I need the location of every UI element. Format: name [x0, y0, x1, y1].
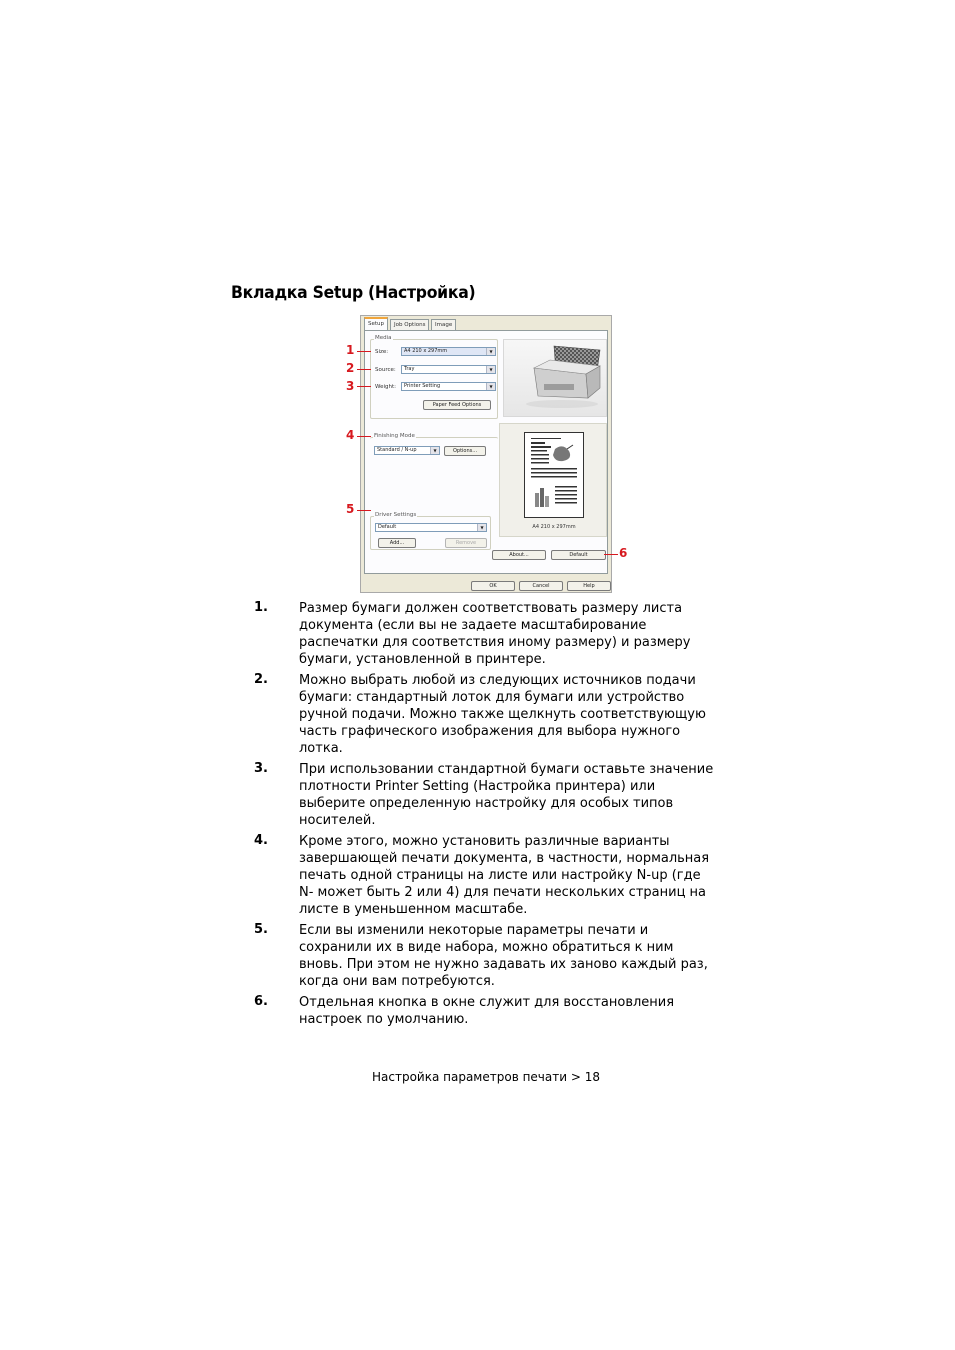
- source-value: Tray: [404, 366, 415, 372]
- list-item-text: Кроме этого, можно установить различные варианты завершающей печати документа, в частности, нормальная печать одной страницы на листе или настройку N-up (где N- может быть 2 или 4) для печати нескольких страниц на листе в уменьшенном масштабе.: [299, 834, 710, 917]
- size-value: A4 210 x 297mm: [404, 348, 448, 354]
- add-button[interactable]: Add...: [378, 538, 416, 548]
- weight-label: Weight:: [375, 384, 397, 390]
- chevron-down-icon: ▼: [486, 348, 495, 355]
- preview-caption: A4 210 x 297mm: [532, 524, 576, 530]
- driver-settings-group: [370, 512, 491, 550]
- callout-6: 6: [619, 546, 628, 560]
- tab-image[interactable]: Image: [431, 319, 456, 330]
- ok-button[interactable]: OK: [471, 581, 515, 591]
- callout-2: 2: [346, 361, 355, 375]
- list-item-text: При использовании стандартной бумаги оставьте значение плотности Printer Setting (Настройка принтера) или выберите определенную настройку для особых типов носителей.: [299, 762, 714, 828]
- preview-page: [524, 432, 584, 518]
- list-item-text: Размер бумаги должен соответствовать размеру листа документа (если вы не задаете масштабирование распечатки для соответствия иному размеру) и размеру бумаги, установленной в принтере.: [299, 601, 691, 667]
- finishing-group-title: Finishing Mode: [374, 433, 415, 439]
- driver-settings-value: Default: [378, 524, 397, 530]
- callout-line-3: [357, 386, 371, 387]
- about-button[interactable]: About...: [492, 550, 546, 560]
- source-select[interactable]: [401, 365, 496, 374]
- finishing-value: Standard / N-up: [377, 447, 417, 453]
- callout-4: 4: [346, 428, 355, 442]
- options-button[interactable]: Options...: [444, 446, 486, 456]
- printer-properties-dialog: [360, 315, 612, 593]
- tab-job-options[interactable]: Job Options: [390, 319, 429, 330]
- callout-line-5: [357, 510, 371, 511]
- finishing-group: [370, 433, 498, 461]
- list-item-number: 6.: [254, 994, 268, 1009]
- list-item-text: Если вы изменили некоторые параметры печати и сохранили их в виде набора, можно обратиться к ним вновь. При этом не нужно задавать их заново каждый раз, когда они вам потребуются.: [299, 923, 708, 989]
- chevron-down-icon: ▼: [486, 383, 495, 390]
- media-group: [370, 335, 498, 419]
- preview-document-icon: [525, 433, 583, 517]
- tab-setup[interactable]: Setup: [364, 317, 388, 330]
- chevron-down-icon: ▼: [430, 447, 439, 454]
- paper-feed-options-button[interactable]: Paper Feed Options: [423, 400, 491, 410]
- finishing-select[interactable]: [374, 446, 440, 455]
- callout-line-1: [357, 351, 371, 352]
- list-item-number: 2.: [254, 672, 268, 687]
- page-preview: [499, 423, 607, 537]
- callout-1: 1: [346, 343, 355, 357]
- callout-5: 5: [346, 502, 355, 516]
- list-item-number: 4.: [254, 833, 268, 848]
- source-label: Source:: [375, 367, 396, 373]
- weight-select[interactable]: [401, 382, 496, 391]
- help-button[interactable]: Help: [567, 581, 611, 591]
- driver-settings-select[interactable]: [375, 523, 487, 532]
- weight-value: Printer Setting: [404, 383, 441, 389]
- list-item-number: 3.: [254, 761, 268, 776]
- list-item-number: 1.: [254, 600, 268, 615]
- size-label: Size:: [375, 349, 389, 355]
- printer-image[interactable]: [503, 339, 607, 417]
- size-select[interactable]: [401, 347, 496, 356]
- default-button[interactable]: Default: [551, 550, 606, 560]
- chevron-down-icon: ▼: [486, 366, 495, 373]
- callout-3: 3: [346, 379, 355, 393]
- remove-button[interactable]: Remove: [445, 538, 487, 548]
- callout-line-6: [604, 554, 618, 555]
- media-group-title: Media: [375, 335, 392, 341]
- page-heading: Вкладка Setup (Настройка): [231, 283, 476, 303]
- page-footer: Настройка параметров печати > 18: [372, 1070, 600, 1084]
- setup-panel: [364, 330, 608, 574]
- callout-line-2: [357, 369, 371, 370]
- list-item-text: Можно выбрать любой из следующих источников подачи бумаги: стандартный лоток для бумаги или устройство ручной подачи. Можно также щелкнуть соответствующую часть графического изображения для выбора нужного лотка.: [299, 673, 706, 756]
- list-item-text: Отдельная кнопка в окне служит для восстановления настроек по умолчанию.: [299, 995, 675, 1027]
- cancel-button[interactable]: Cancel: [519, 581, 563, 591]
- driver-settings-title: Driver Settings: [375, 512, 417, 518]
- chevron-down-icon: ▼: [477, 524, 486, 531]
- callout-line-4: [357, 436, 371, 437]
- printer-icon: [504, 340, 606, 416]
- list-item-number: 5.: [254, 922, 268, 937]
